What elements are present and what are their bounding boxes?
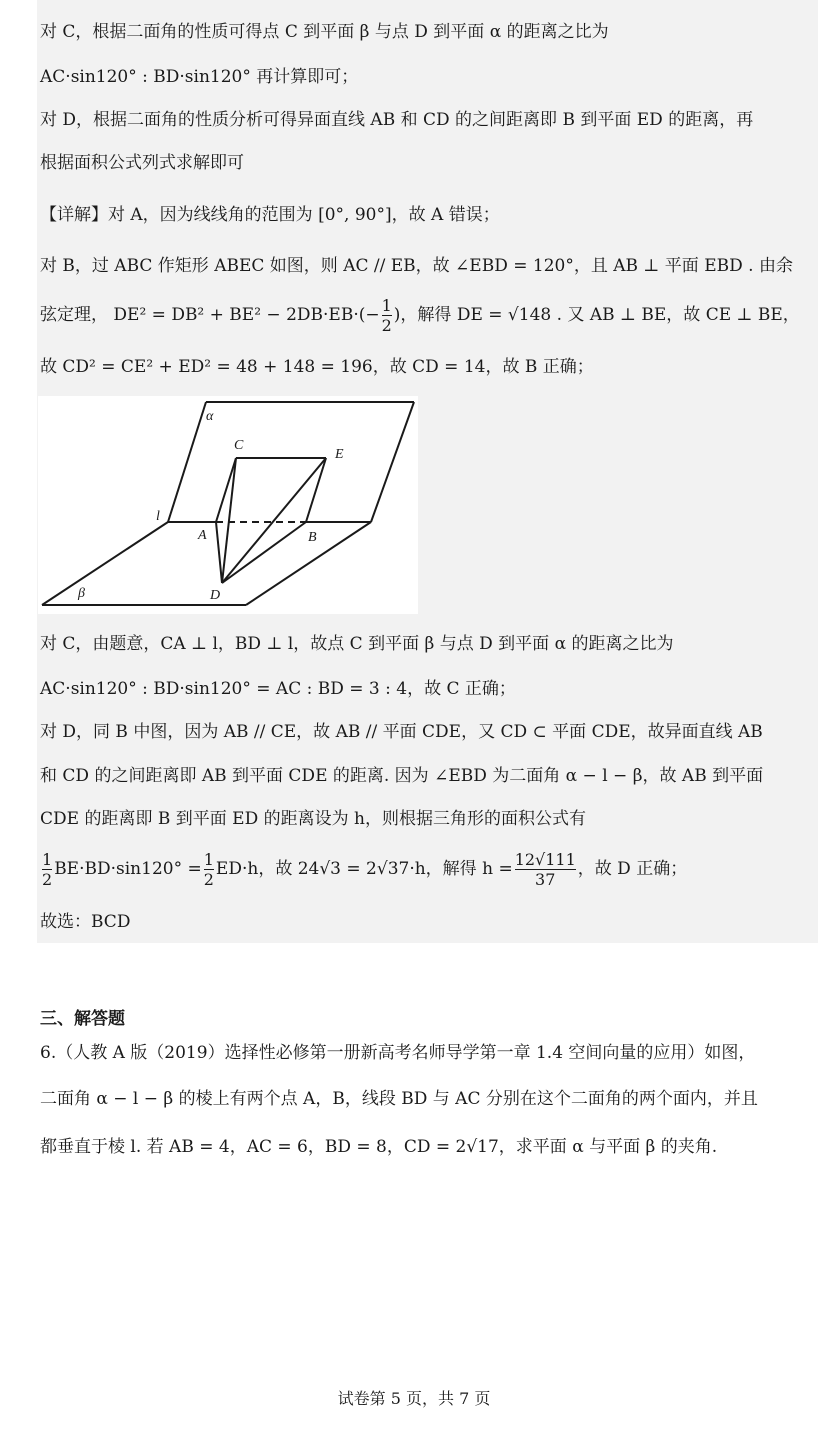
label-e: E xyxy=(335,447,344,462)
fraction-denominator: 2 xyxy=(381,316,392,335)
fraction-numerator: 12√111 xyxy=(514,850,576,869)
area-formula-end: ，故 D 正确； xyxy=(577,859,688,879)
solution-line-1: 对 C，根据二面角的性质可得点 C 到平面 β 与点 D 到平面 α 的距离之比为 xyxy=(40,22,609,42)
fraction-denominator: 37 xyxy=(535,870,556,889)
question-line-3: 都垂直于棱 l. 若 AB = 4，AC = 6，BD = 8，CD = 2√17，求平面 α 与平面 β 的夹角. xyxy=(40,1137,718,1157)
half-fraction-right xyxy=(204,850,214,889)
section-heading: 三、解答题 xyxy=(40,1009,125,1029)
cosine-law-label: 弦定理， xyxy=(40,305,108,325)
solution-line-8: 故 CD² = CE² + ED² = 48 + 148 = 196，故 CD = 14，故 B 正确； xyxy=(40,357,594,377)
solution-line-9: 对 C，由题意，CA ⊥ l，BD ⊥ l，故点 C 到平面 β 与点 D 到平面 α 的距离之比为 xyxy=(40,634,674,654)
fraction-denominator: 2 xyxy=(203,870,214,889)
cosine-law-formula: DE² = DB² + BE² − 2DB·EB·(− xyxy=(113,305,380,325)
answer-line: 故选：BCD xyxy=(40,912,131,932)
solution-line-12: 和 CD 的之间距离即 AB 到平面 CDE 的距离. 因为 ∠EBD 为二面角 α − l − β，故 AB 到平面 xyxy=(40,766,764,786)
solution-line-13: CDE 的距离即 B 到平面 ED 的距离设为 h，则根据三角形的面积公式有 xyxy=(40,809,586,829)
solution-line-2: AC·sin120° : BD·sin120° 再计算即可； xyxy=(40,67,359,87)
cosine-law-result: )，解得 DE = √148 . 又 AB ⊥ BE，故 CE ⊥ BE， xyxy=(393,305,800,325)
solution-line-10: AC·sin120° : BD·sin120° = AC : BD = 3 : 4，故 C 正确； xyxy=(40,679,516,699)
half-fraction-left xyxy=(42,850,52,889)
solution-line-7 xyxy=(40,292,800,338)
label-l: l xyxy=(156,509,160,524)
solution-line-4: 根据面积公式列式求解即可 xyxy=(40,153,244,173)
label-beta: β xyxy=(78,586,85,601)
fraction-denominator: 2 xyxy=(42,870,53,889)
fraction-numerator: 1 xyxy=(42,850,53,869)
label-d: D xyxy=(210,588,221,603)
fraction-numerator: 1 xyxy=(381,296,392,315)
solution-line-3: 对 D，根据二面角的性质分析可得异面直线 AB 和 CD 的之间距离即 B 到平面 ED 的距离，再 xyxy=(40,110,754,130)
label-a: A xyxy=(198,528,207,543)
question-line-1: 6.（人教 A 版（2019）选择性必修第一册新高考名师导学第一章 1.4 空间向量的应用）如图， xyxy=(40,1043,756,1063)
solution-line-14 xyxy=(40,846,687,892)
dihedral-angle-figure xyxy=(38,396,418,614)
half-fraction xyxy=(382,296,392,335)
solution-line-11: 对 D，同 B 中图，因为 AB // CE，故 AB // 平面 CDE，又 CD ⊂ 平面 CDE，故异面直线 AB xyxy=(40,722,763,742)
solution-line-6: 对 B，过 ABC 作矩形 ABEC 如图，则 AC // EB，故 ∠EBD = 120°，且 AB ⊥ 平面 EBD . 由余 xyxy=(40,256,793,276)
label-c: C xyxy=(234,438,244,453)
solution-line-5: 【详解】对 A，因为线线角的范围为 [0°, 90°]，故 A 错误； xyxy=(40,205,500,225)
h-value-fraction xyxy=(515,850,576,889)
page-footer: 试卷第 5 页，共 7 页 xyxy=(337,1389,491,1408)
fraction-numerator: 1 xyxy=(203,850,214,869)
label-alpha: α xyxy=(206,409,214,424)
label-b: B xyxy=(308,530,317,545)
question-line-2: 二面角 α − l − β 的棱上有两个点 A，B，线段 BD 与 AC 分别在这个二面角的两个面内，并且 xyxy=(40,1089,758,1109)
area-formula-left: BE·BD·sin120° = xyxy=(54,859,202,879)
area-formula-middle: ED·h，故 24√3 = 2√37·h，解得 h = xyxy=(215,859,513,879)
